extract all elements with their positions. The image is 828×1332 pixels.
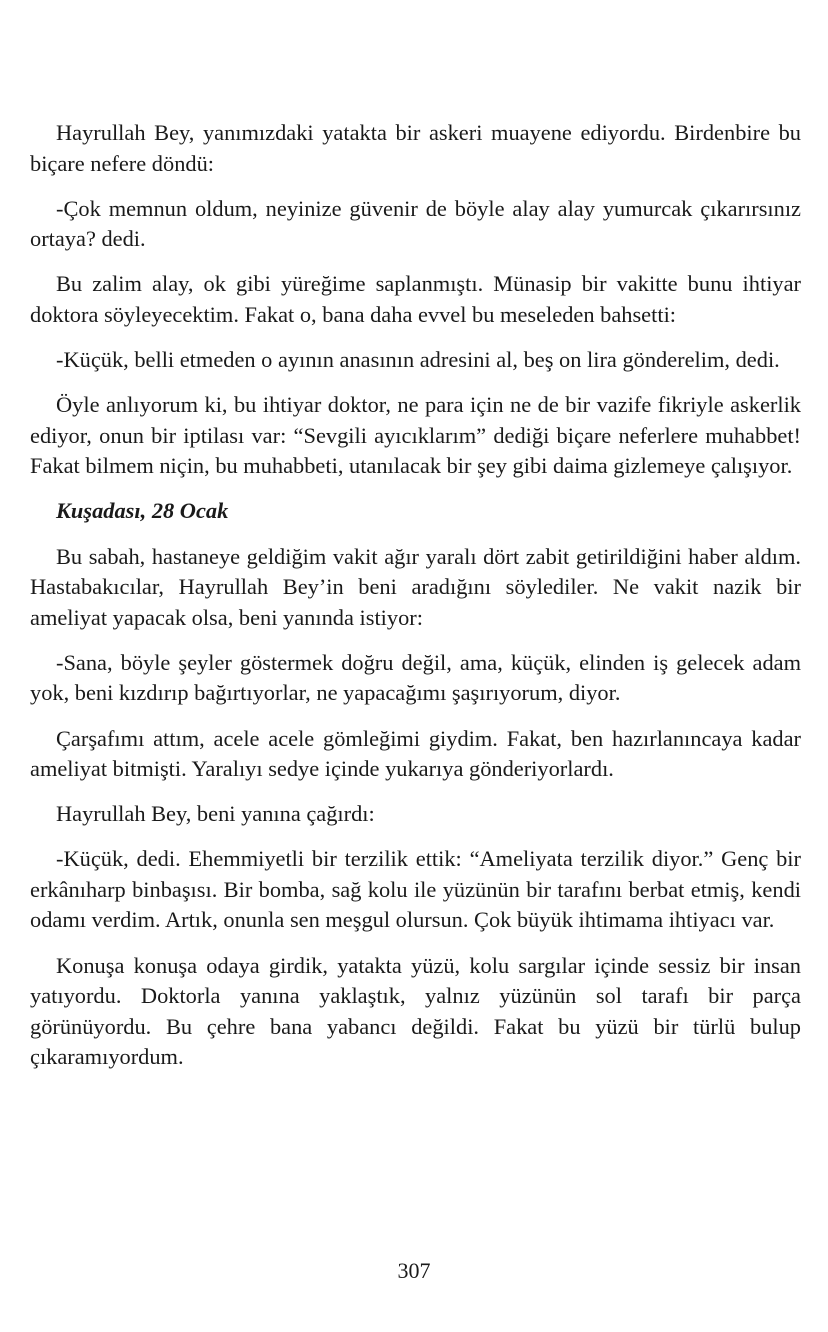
section-heading: Kuşadası, 28 Ocak — [56, 498, 229, 524]
paragraph: -Çok memnun oldum, neyinize güvenir de böyle alay alay yumurcak çıkarırsınız ortaya? dedi. — [30, 195, 801, 252]
paragraph: Bu zalim alay, ok gibi yüreğime saplanmıştı. Münasip bir vakitte bunu ihtiyar doktora söyleyecektim. Fakat o, bana daha evvel bu meseleden bahsetti: — [30, 271, 801, 327]
paragraph: Öyle anlıyorum ki, bu ihtiyar doktor, ne para için ne de bir vazife fikriyle askerlik ediyor, onun bir iptilası var: “Sevgili ayıcıklarım” dediği biçare neferlere muhabbet! Fakat bilmem niçin, bu muhabbeti, utanılacak bir şey gibi daima gizlemeye çalışıyor. — [30, 392, 801, 479]
paragraph: Bu sabah, hastaneye geldiğim vakit ağır yaralı dört zabit getirildiğini haber aldım. Hastabakıcılar, Hayrullah Bey’in beni aradığını söylediler. Ne vakit nazik bir ameliyat yapacak olsa, beni yanında istiyor: — [30, 543, 801, 630]
paragraph: Konuşa konuşa odaya girdik, yatakta yüzü, kolu sargılar içinde sessiz bir insan yatıyordu. Doktorla yanına yaklaştık, yalnız yüzünün sol tarafı bir parça görünüyordu. Bu çehre bana yabancı değildi. Fakat bu yüzü bir türlü bulup çıkaramıyordum. — [30, 952, 801, 1070]
page-number: 307 — [397, 1258, 431, 1283]
paragraph: -Küçük, belli etmeden o ayının anasının adresini al, beş on lira gönderelim, dedi. — [56, 347, 780, 373]
page-body — [30, 118, 801, 1087]
paragraph: Hayrullah Bey, yanımızdaki yatakta bir askeri muayene ediyordu. Birdenbire bu biçare nefere döndü: — [30, 120, 801, 176]
paragraph: -Küçük, dedi. Ehemmiyetli bir terzilik ettik: “Ameliyata terzilik diyor.” Genç bir erkânıharp binbaşısı. Bir bomba, sağ kolu ile yüzünün bir tarafını berbat etmiş, kendi odamı verdim. Artık, onunla sen meşgul olursun. Çok büyük ihtimama ihtiyacı var. — [30, 846, 801, 933]
paragraph: -Sana, böyle şeyler göstermek doğru değil, ama, küçük, elinden iş gelecek adam yok, beni kızdırıp bağırtıyorlar, ne yapacağımı şaşırıyorum, diyor. — [30, 649, 801, 706]
paragraph: Hayrullah Bey, beni yanına çağırdı: — [56, 801, 375, 827]
paragraph: Çarşafımı attım, acele acele gömleğimi giydim. Fakat, ben hazırlanıncaya kadar ameliyat bitmişti. Yaralıyı sedye içinde yukarıya gönderiyorlardı. — [30, 725, 801, 782]
